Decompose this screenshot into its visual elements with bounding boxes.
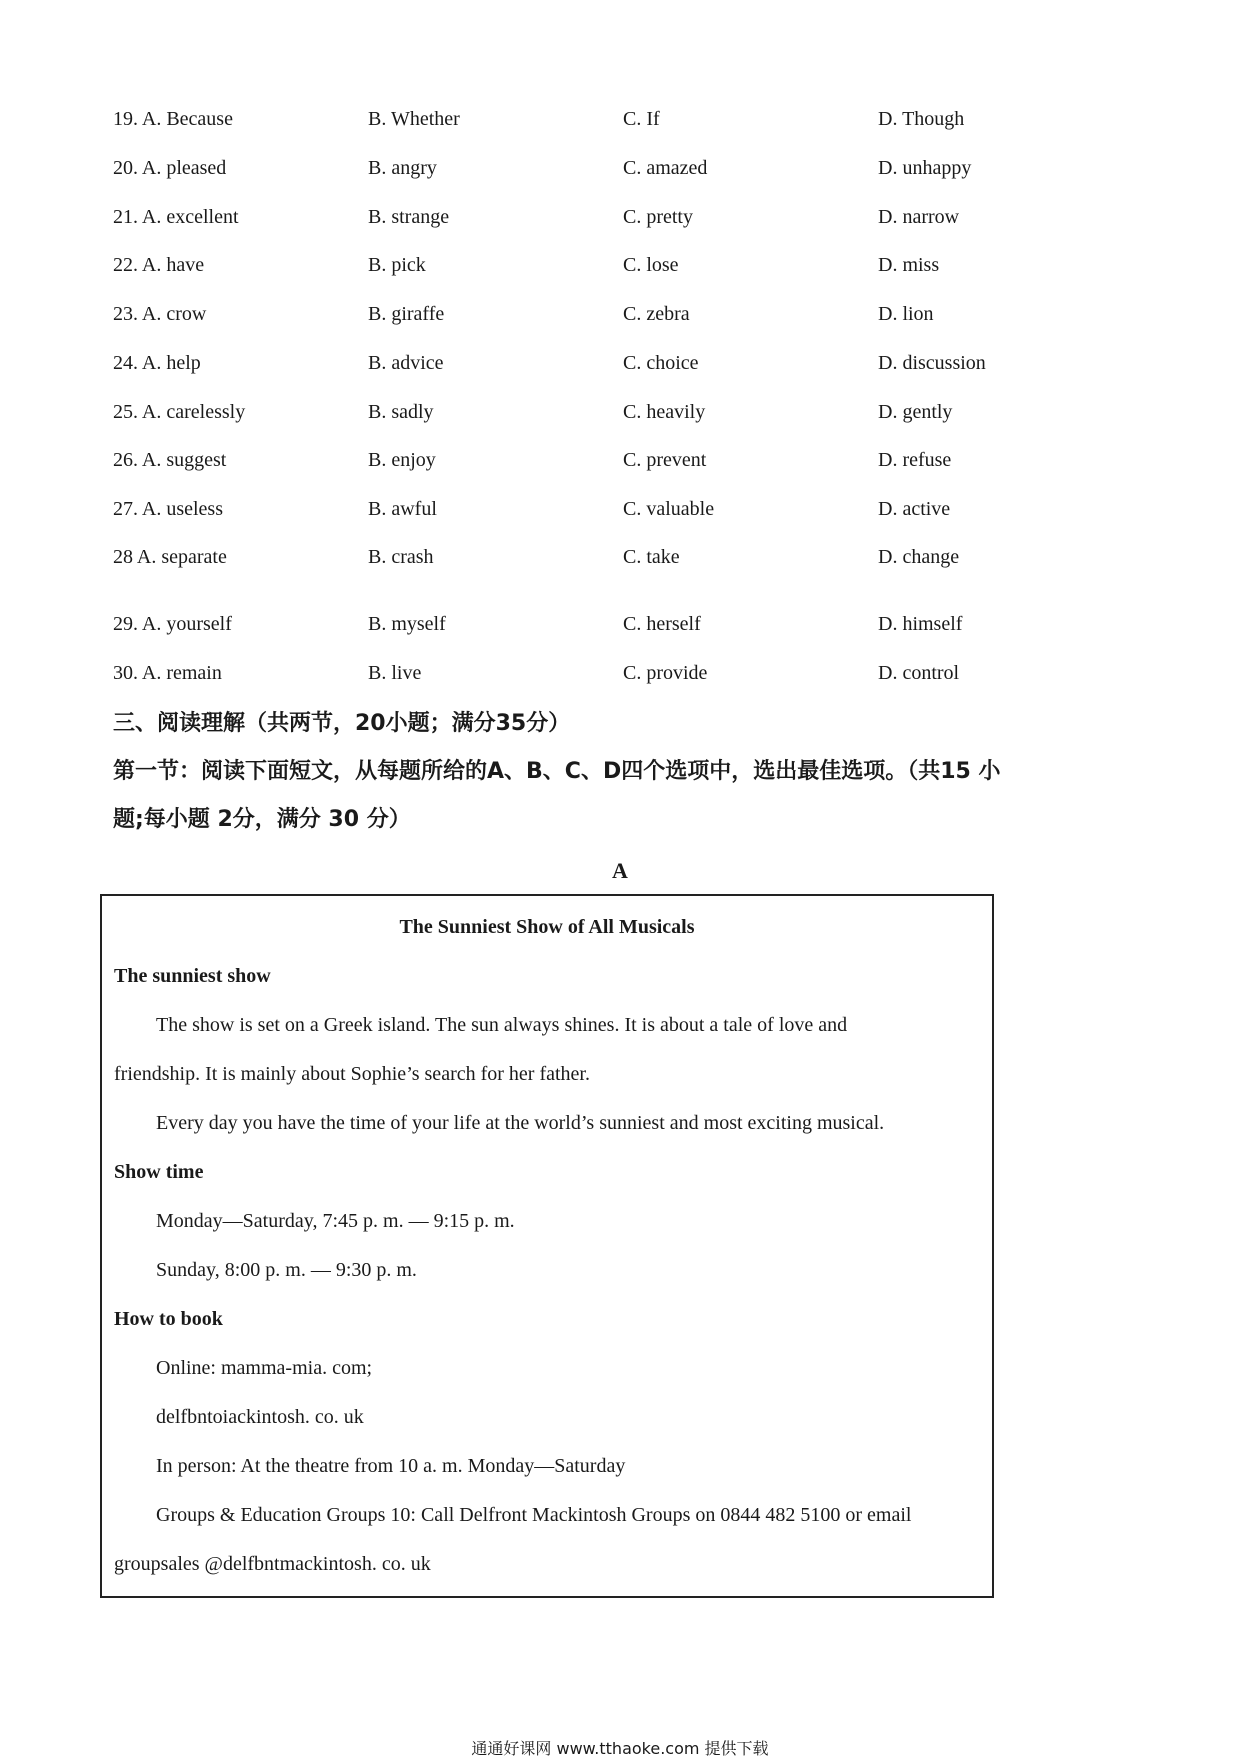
question-row (0, 662, 1240, 692)
heading-sunniest-show: The sunniest show (114, 965, 271, 987)
option-a: 28 A. separate (113, 546, 227, 568)
paragraph-1a: The show is set on a Greek island. The sun always shines. It is about a tale of love and (156, 1014, 848, 1036)
option-d: D. gently (878, 401, 953, 423)
passage-box (100, 894, 994, 1598)
passage-letter: A (612, 858, 628, 883)
option-c: C. valuable (623, 498, 715, 520)
option-d: D. miss (878, 254, 940, 276)
option-b: B. giraffe (368, 303, 445, 325)
passage-title: The Sunniest Show of All Musicals (399, 916, 695, 938)
heading-how-to-book: How to book (114, 1308, 223, 1330)
option-b: B. awful (368, 498, 437, 520)
option-d: D. narrow (878, 206, 960, 228)
section-heading: 三、阅读理解（共两节，20小题；满分35分） (113, 711, 571, 736)
booking-groups: Groups & Education Groups 10: Call Delfront Mackintosh Groups on 0844 482 5100 or email (156, 1504, 912, 1526)
option-b: B. Whether (368, 108, 460, 130)
question-row (0, 352, 1240, 382)
option-b: B. myself (368, 613, 446, 635)
option-b: B. crash (368, 546, 434, 568)
option-d: D. change (878, 546, 960, 568)
option-b: B. advice (368, 352, 444, 374)
paragraph-1b: friendship. It is mainly about Sophie’s search for her father. (114, 1063, 590, 1085)
question-row (0, 206, 1240, 236)
question-row (0, 449, 1240, 479)
option-c: C. amazed (623, 157, 708, 179)
option-c: C. lose (623, 254, 679, 276)
option-a: 29. A. yourself (113, 613, 232, 635)
option-d: D. discussion (878, 352, 986, 374)
option-c: C. choice (623, 352, 699, 374)
option-d: D. active (878, 498, 951, 520)
question-row (0, 303, 1240, 333)
option-a: 23. A. crow (113, 303, 207, 325)
option-c: C. herself (623, 613, 701, 635)
part-instructions-line1: 第一节：阅读下面短文，从每题所给的A、B、C、D四个选项中，选出最佳选项。（共15 小 (113, 759, 1001, 784)
show-time-sunday: Sunday, 8:00 p. m. — 9:30 p. m. (156, 1259, 417, 1281)
option-c: C. zebra (623, 303, 690, 325)
option-b: B. pick (368, 254, 426, 276)
booking-online-alt: delfbntoiackintosh. co. uk (156, 1406, 364, 1428)
option-c: C. prevent (623, 449, 707, 471)
question-row (0, 157, 1240, 187)
question-row (0, 498, 1240, 528)
option-a: 30. A. remain (113, 662, 222, 684)
option-b: B. enjoy (368, 449, 436, 471)
show-time-weekday: Monday—Saturday, 7:45 p. m. — 9:15 p. m. (156, 1210, 515, 1232)
footer-source: 通通好课网 www.tthaoke.com 提供下载 (471, 1739, 769, 1758)
option-a: 21. A. excellent (113, 206, 239, 228)
option-d: D. himself (878, 613, 963, 635)
option-c: C. pretty (623, 206, 693, 228)
option-c: C. heavily (623, 401, 706, 423)
question-row (0, 254, 1240, 284)
booking-online: Online: mamma-mia. com; (156, 1357, 373, 1379)
option-a: 20. A. pleased (113, 157, 227, 179)
option-d: D. control (878, 662, 960, 684)
option-d: D. refuse (878, 449, 952, 471)
paragraph-2: Every day you have the time of your life at the world’s sunniest and most exciting musical. (156, 1112, 885, 1134)
option-b: B. angry (368, 157, 437, 179)
part-instructions-line2: 题;每小题 2分，满分 30 分） (113, 807, 411, 832)
option-a: 24. A. help (113, 352, 201, 374)
question-row (0, 613, 1240, 643)
question-row (0, 546, 1240, 576)
option-c: C. provide (623, 662, 708, 684)
option-a: 19. A. Because (113, 108, 233, 130)
option-a: 27. A. useless (113, 498, 223, 520)
option-b: B. strange (368, 206, 450, 228)
question-row (0, 108, 1240, 138)
option-c: C. If (623, 108, 660, 130)
option-d: D. Though (878, 108, 965, 130)
option-d: D. lion (878, 303, 934, 325)
booking-groups-email: groupsales @delfbntmackintosh. co. uk (114, 1553, 431, 1575)
question-row (0, 401, 1240, 431)
option-a: 22. A. have (113, 254, 205, 276)
option-a: 26. A. suggest (113, 449, 227, 471)
option-d: D. unhappy (878, 157, 972, 179)
option-c: C. take (623, 546, 680, 568)
option-a: 25. A. carelessly (113, 401, 246, 423)
booking-in-person: In person: At the theatre from 10 a. m. Monday—Saturday (156, 1455, 626, 1477)
heading-show-time: Show time (114, 1161, 204, 1183)
option-b: B. live (368, 662, 422, 684)
option-b: B. sadly (368, 401, 434, 423)
